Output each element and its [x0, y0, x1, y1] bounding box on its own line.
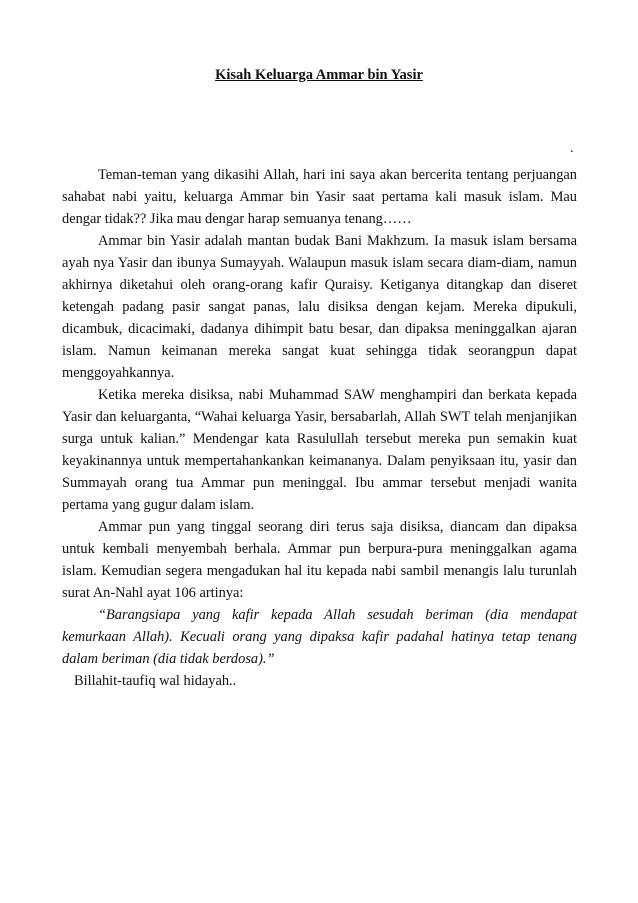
document-body — [62, 164, 577, 692]
paragraph-torture: Ketika mereka disiksa, nabi Muhammad SAW menghampiri dan berkata kepada Yasir dan keluarganta, “Wahai keluarga Yasir, bersabarlah, Allah SWT telah menjanjikan surga untuk kalian.” Mendengar kata Rasulullah tersebut mereka pun semakin kuat keyakinannya untuk mempertahankankan keimananya. Dalam penyiksaan itu, yasir dan Summayah orang tua Ammar pun meninggal. Ibu ammar tersebut menjadi wanita pertama yang gugur dalam islam. — [62, 387, 577, 513]
quran-quote: “Barangsiapa yang kafir kepada Allah sesudah beriman (dia mendapat kemurkaan Allah). Kecuali orang yang dipaksa kafir padahal hatinya tetap tenang dalam beriman (dia tidak berdosa).” — [62, 607, 577, 667]
paragraph-ammar-alone: Ammar pun yang tinggal seorang diri terus saja disiksa, diancam dan dipaksa untuk kembali menyembah berhala. Ammar pun berpura-pura meninggalkan agama islam. Kemudian segera mengadukan hal itu kepada nabi sambil menangis lalu turunlah surat An-Nahl ayat 106 artinya: — [62, 519, 577, 601]
paragraph-intro: Teman-teman yang dikasihi Allah, hari ini saya akan bercerita tentang perjuangan sahabat nabi yaitu, keluarga Ammar bin Yasir saat pertama kali masuk islam. Mau dengar tidak?? Jika mau dengar harap semuanya tenang…… — [62, 167, 577, 227]
stray-period-mark: . — [570, 141, 574, 156]
document-title: Kisah Keluarga Ammar bin Yasir — [215, 67, 423, 83]
closing-line: Billahit-taufiq wal hidayah.. — [74, 673, 237, 689]
paragraph-ammar-bin-yasir: Ammar bin Yasir adalah mantan budak Bani Makhzum. Ia masuk islam bersama ayah nya Yasir dan ibunya Sumayyah. Walaupun masuk islam secara diam-diam, namun akhirnya diketahui oleh orang-orang kafir Quraisy. Ketiganya ditangkap dan diseret ketengah padang pasir sangat panas, lalu disiksa dengan kejam. Mereka dipukuli, dicambuk, dicacimaki, dadanya dihimpit batu besar, dan dipaksa meninggalkan ajaran islam. Namun keimanan mereka sangat kuat sehingga tidak seorangpun dapat menggoyahkannya. — [62, 233, 577, 381]
